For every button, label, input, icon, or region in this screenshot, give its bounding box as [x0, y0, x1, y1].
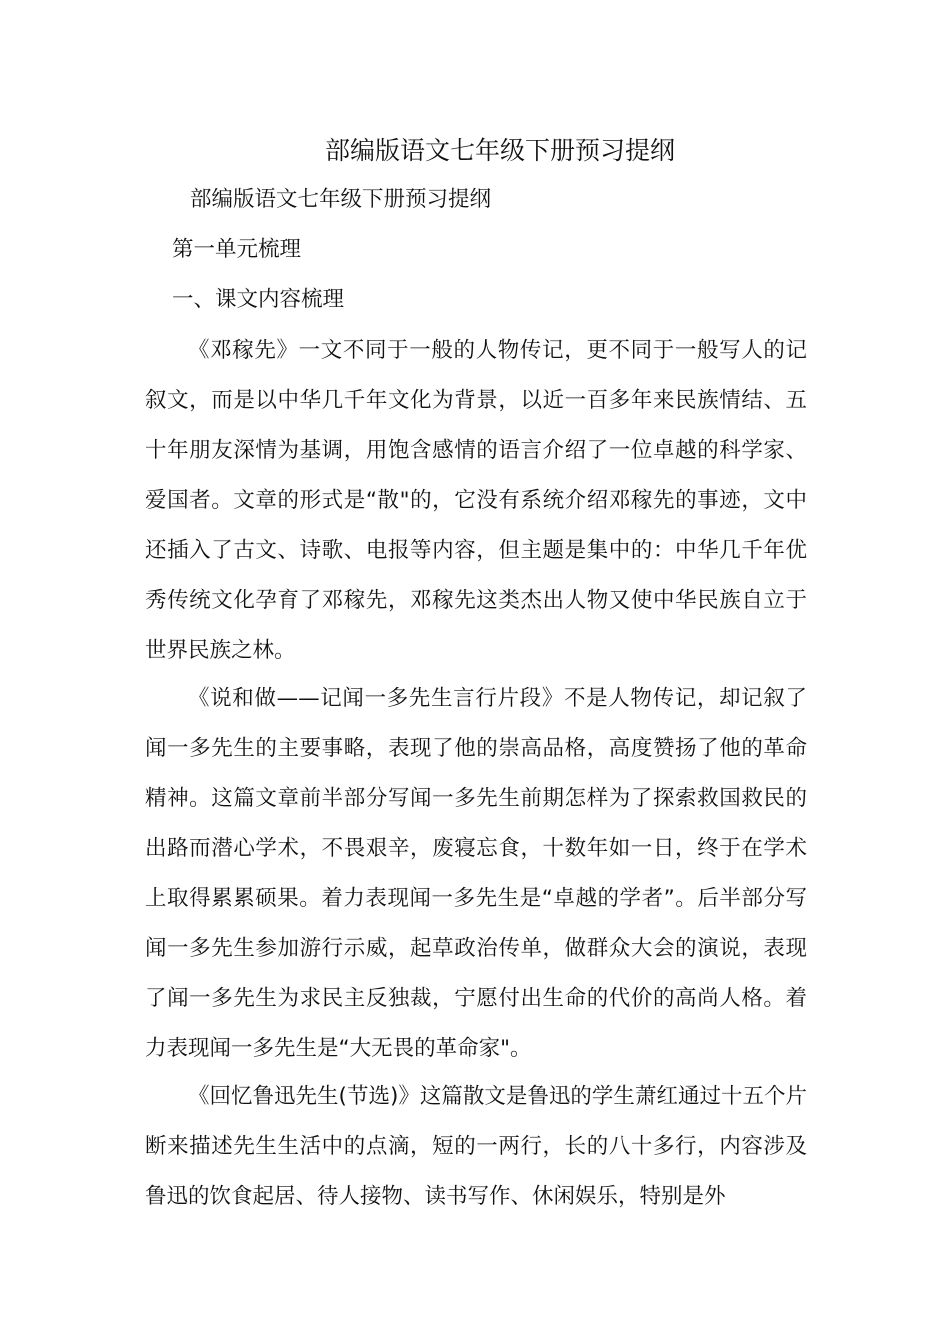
paragraph-lu-xun: 《回忆鲁迅先生(节选)》这篇散文是鲁迅的学生萧红通过十五个片断来描述先生生活中的点滴，短的一两行，长的八十多行，内容涉及鲁迅的饮食起居、待人接物、读书写作、休闲娱乐，特别是外 — [145, 1084, 807, 1209]
paragraph-wen-yiduo: 《说和做——记闻一多先生言行片段》不是人物传记，却记叙了闻一多先生的主要事略，表现了他的崇高品格，高度赞扬了他的革命精神。这篇文章前半部分写闻一多先生前期怎样为了探索救国救民的出路而潜心学术，不畏艰辛，废寝忘食，十数年如一日，终于在学术上取得累累硕果。着力表现闻一多先生是“卓越的学者”。后半部分写闻一多先生参加游行示威，起草政治传单，做群众大会的演说，表现了闻一多先生为求民主反独裁，宁愿付出生命的代价的高尚人格。着力表现闻一多先生是“大无畏的革命家"。 — [145, 686, 807, 1061]
document-subtitle: 部编版语文七年级下册预习提纲 — [190, 187, 492, 212]
unit-heading: 第一单元梳理 — [172, 237, 302, 262]
section-heading: 一、课文内容梳理 — [172, 287, 345, 312]
document-title: 部编版语文七年级下册预习提纲 — [324, 136, 675, 165]
paragraph-deng-jiaxian: 《邓稼先》一文不同于一般的人物传记，更不同于一般写人的记叙文，而是以中华几千年文化为背景，以近一百多年来民族情结、五十年朋友深情为基调，用饱含感情的语言介绍了一位卓越的科学家、爱国者。文章的形式是“散"的，它没有系统介绍邓稼先的事迹，文中还插入了古文、诗歌、电报等内容，但主题是集中的：中华几千年优秀传统文化孕育了邓稼先，邓稼先这类杰出人物又使中华民族自立于世界民族之林。 — [145, 338, 807, 663]
